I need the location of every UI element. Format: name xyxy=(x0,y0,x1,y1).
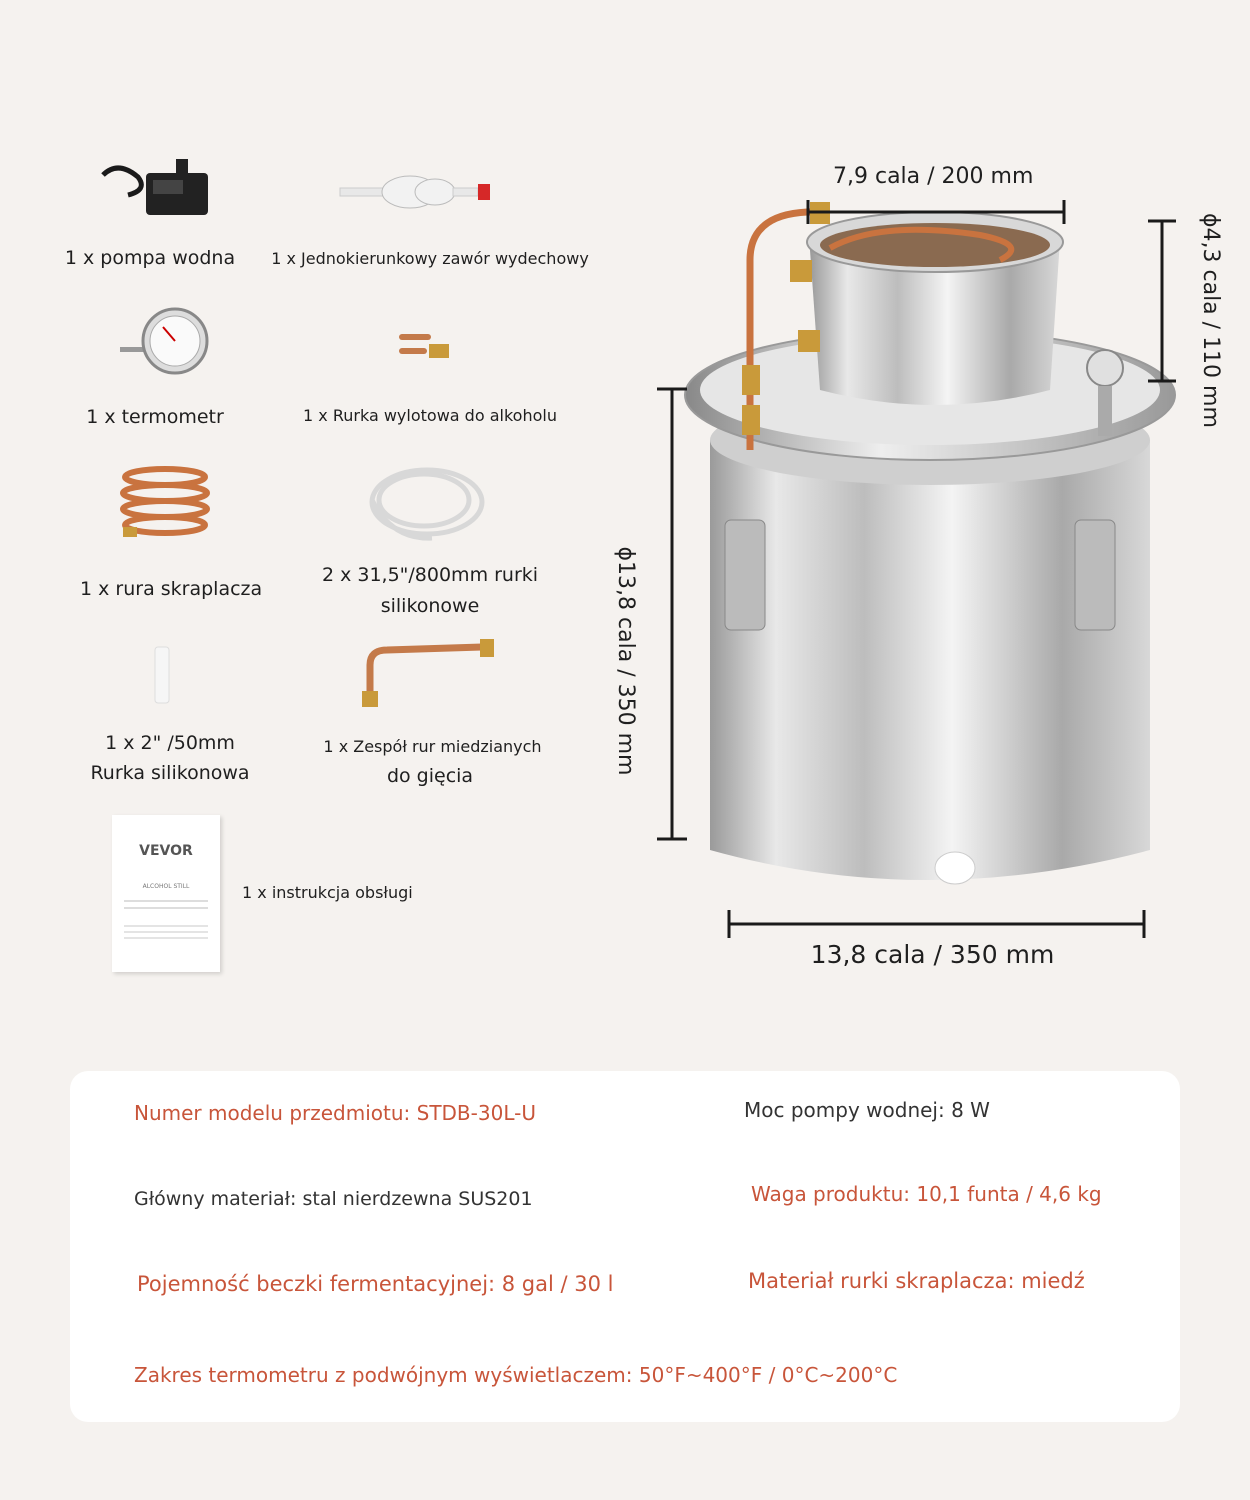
spec-condenser-material: Materiał rurki skraplacza: miedź xyxy=(748,1269,1085,1293)
specifications-card xyxy=(70,1071,1180,1422)
spec-material: Główny materiał: stal nierdzewna SUS201 xyxy=(134,1188,533,1210)
accessory-label-valve: 1 x Jednokierunkowy zawór wydechowy xyxy=(271,249,589,268)
spec-thermometer-range: Zakres termometru z podwójnym wyświetlaczem: 50°F~400°F / 0°C~200°C xyxy=(134,1363,898,1387)
spec-weight: Waga produktu: 10,1 funta / 4,6 kg xyxy=(751,1182,1102,1206)
accessory-label-short-tube-line2: Rurka silikonowa xyxy=(90,762,250,784)
spec-pump-power: Moc pompy wodnej: 8 W xyxy=(744,1098,990,1122)
dimension-top-height: ɸ4,3 cala / 110 mm xyxy=(1198,213,1223,428)
accessory-label-copper-pipe-line1: 1 x Zespół rur miedzianych xyxy=(323,737,542,756)
accessory-label-silicone-tubes-line2: silikonowe xyxy=(380,595,480,617)
accessory-label-outlet-tube: 1 x Rurka wylotowa do alkoholu xyxy=(303,406,557,425)
accessory-label-copper-pipe-line2: do gięcia xyxy=(386,765,474,787)
accessory-label-short-tube-line1: 1 x 2" /50mm xyxy=(105,732,235,754)
accessory-label-manual: 1 x instrukcja obsługi xyxy=(242,883,413,902)
manual-brand: VEVOR xyxy=(139,843,193,859)
dimension-body-width: 13,8 cala / 350 mm xyxy=(810,940,1055,969)
dimension-top-width: 7,9 cala / 200 mm xyxy=(833,164,1034,189)
spec-model: Numer modelu przedmiotu: STDB-30L-U xyxy=(134,1101,536,1125)
accessory-label-silicone-tubes-line1: 2 x 31,5"/800mm rurki xyxy=(321,564,539,586)
spec-capacity: Pojemność beczki fermentacyjnej: 8 gal / 30 l xyxy=(137,1272,614,1296)
manual-title: ALCOHOL STILL xyxy=(142,883,190,890)
accessory-label-condenser: 1 x rura skraplacza xyxy=(80,578,263,600)
accessory-label-pump: 1 x pompa wodna xyxy=(64,247,236,269)
accessory-label-thermometer: 1 x termometr xyxy=(86,406,224,428)
dimension-body-height: ɸ13,8 cala / 350 mm xyxy=(613,546,638,776)
